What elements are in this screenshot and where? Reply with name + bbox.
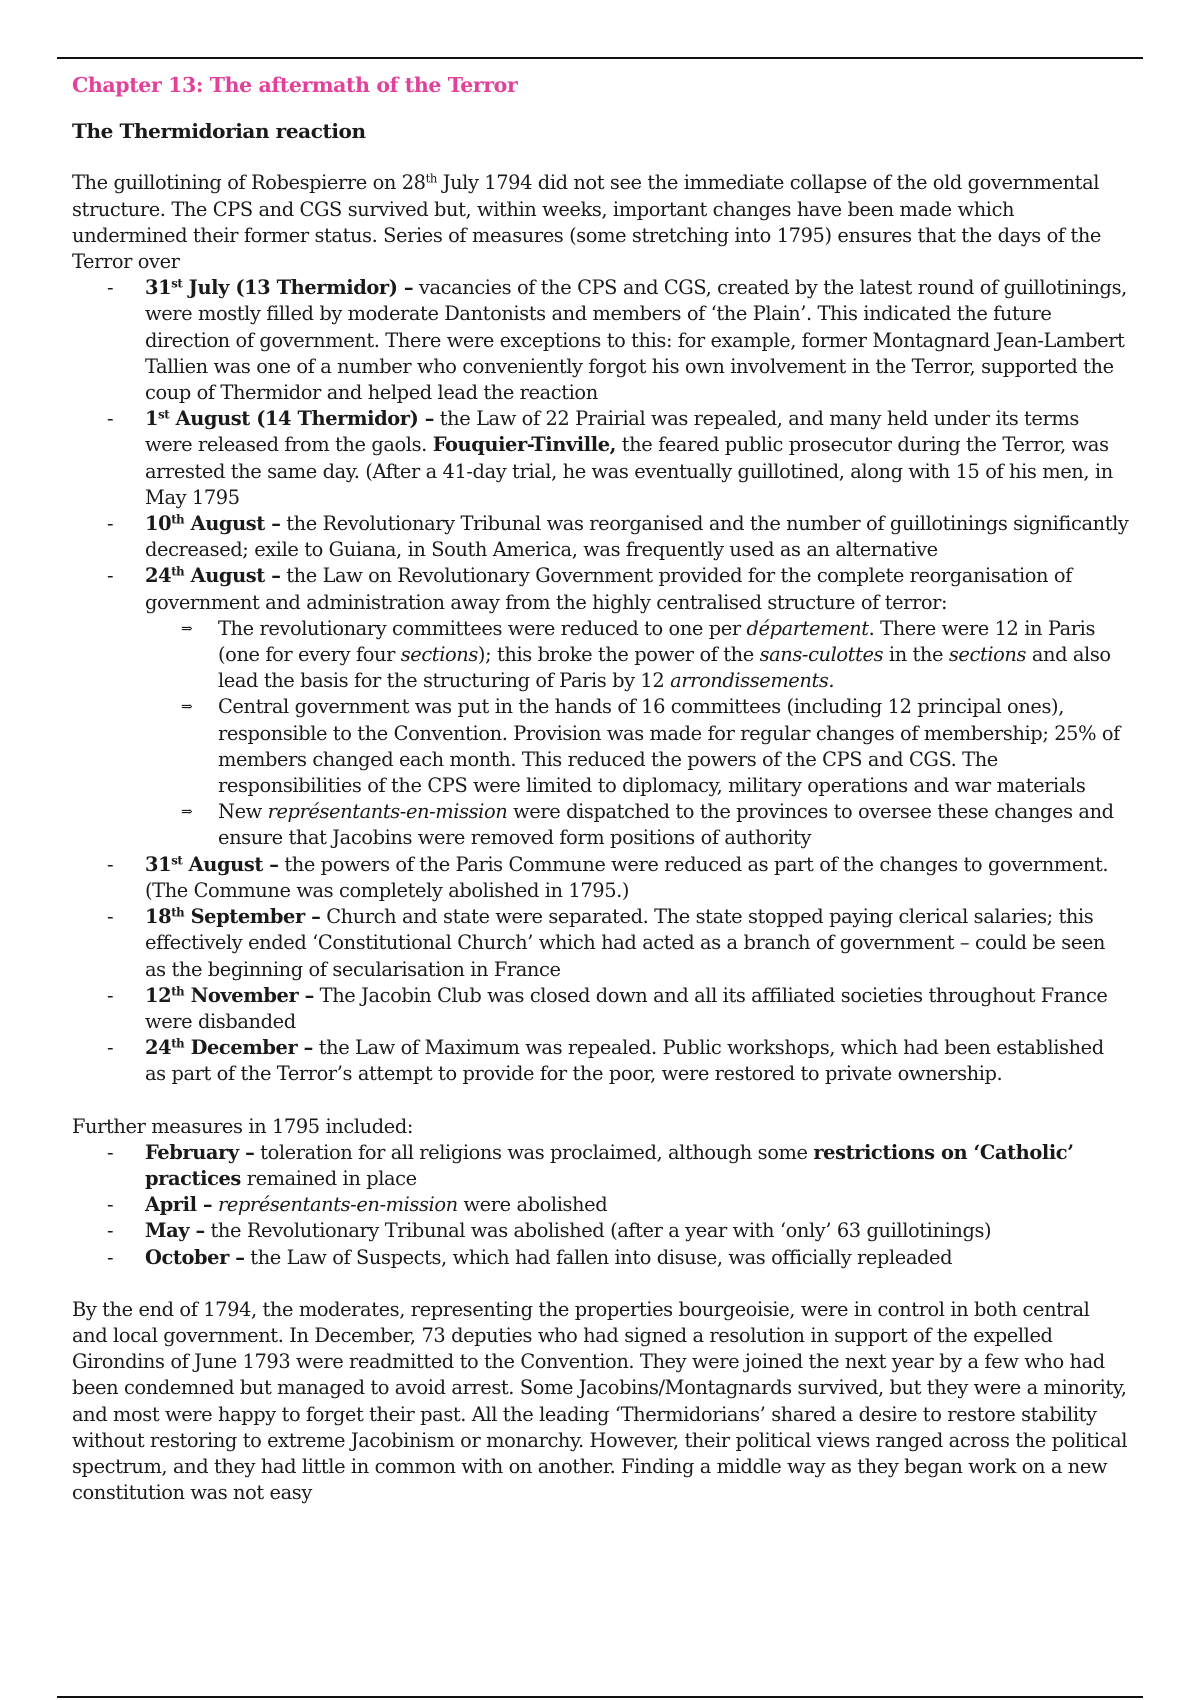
- list-item: - 24th August – the Law on Revolutionary Government provided for the complete reorganisation of government and administration away from the highly centralised structure of terror: ⇒ The revolutionary committees were reduced to one per département. There were 12 in Paris (one for every four sections); this broke the power of the sans-culottes in the sections and also lead the basis for the structuring of Paris by 12 arrondissements. ⇒ Central government was put in the hands of 16 committees (including 12 principal ones), responsible to the Convention. Provision was made for regular changes of membership; 25% of members changed each month. This reduced the powers of the CPS and CGS. The responsibilities of the CPS were limited to diplomacy, military operations and war materials ⇒ New représentants-en-mission were dispatched to the provinces to oversee these changes and ensure that Jacobins were removed form positions of authority: [72, 563, 1130, 851]
- reorganisation-sublist: [145, 616, 1130, 852]
- intro-paragraph: The guillotining of Robespierre on 28th July 1794 did not see the immediate collapse of the old governmental structure. The CPS and CGS survived but, within weeks, important changes have been made which undermined their former status. Series of measures (some stretching into 1795) ensures that the days of the Terror over: [72, 171, 1101, 274]
- list-item: - 1st August (14 Thermidor) – the Law of 22 Prairial was repealed, and many held under its terms were released from the gaols. Fouquier-Tinville, the feared public prosecutor during the Terror, was arrested the same day. (After a 41-day trial, he was eventually guillotined, along with 15 of his men, in May 1795: [72, 406, 1130, 511]
- chapter-title: Chapter 13: The aftermath of the Terror: [72, 73, 518, 97]
- events-1795-list: [72, 1140, 1130, 1271]
- arrow-icon: ⇒: [181, 699, 193, 716]
- list-item: - October – the Law of Suspects, which had fallen into disuse, was officially repleaded: [72, 1245, 1130, 1271]
- list-item: - 31st July (13 Thermidor) – vacancies of the CPS and CGS, created by the latest round of guillotinings, were mostly filled by moderate Dantonists and members of ‘the Plain’. This indicated the future direction of government. There were exceptions to this: for example, former Montagnard Jean-Lambert Tallien was one of a number who conveniently forgot his own involvement in the Terror, supported the coup of Thermidor and helped lead the reaction: [72, 275, 1130, 406]
- bottom-rule: [57, 1696, 1143, 1698]
- further-measures-intro: Further measures in 1795 included:: [72, 1114, 413, 1138]
- list-item: - 18th September – Church and state were separated. The state stopped paying clerical salaries; this effectively ended ‘Constitutional Church’ which had acted as a branch of government – could be seen as the beginning of secularisation in France: [72, 904, 1130, 983]
- events-1794-list: [72, 275, 1130, 1087]
- conclusion-paragraph: By the end of 1794, the moderates, representing the properties bourgeoisie, were in control in both central and local government. In December, 73 deputies who had signed a resolution in support of the expelled Girondins of June 1793 were readmitted to the Convention. They were joined the next year by a few who had been condemned but managed to avoid arrest. Some Jacobins/Montagnards survived, but they were a minority, and most were happy to forget their past. All the leading ‘Thermidorians’ shared a desire to restore stability without restoring to extreme Jacobinism or monarchy. However, their political views ranged across the political spectrum, and they had little in common with on another. Finding a middle way as they began work on a new constitution was not easy: [72, 1297, 1128, 1505]
- list-item: - May – the Revolutionary Tribunal was abolished (after a year with ‘only’ 63 guillotinings): [72, 1218, 1130, 1244]
- sub-list-item: ⇒ The revolutionary committees were reduced to one per département. There were 12 in Paris (one for every four sections); this broke the power of the sans-culottes in the sections and also lead the basis for the structuring of Paris by 12 arrondissements.: [181, 616, 1111, 693]
- sub-list-item: ⇒ Central government was put in the hands of 16 committees (including 12 principal ones), responsible to the Convention. Provision was made for regular changes of membership; 25% of members changed each month. This reduced the powers of the CPS and CGS. The responsibilities of the CPS were limited to diplomacy, military operations and war materials: [181, 695, 1120, 798]
- section-heading: The Thermidorian reaction: [72, 119, 366, 144]
- arrow-icon: ⇒: [181, 620, 193, 637]
- list-item: - 31st August – the powers of the Paris Commune were reduced as part of the changes to government. (The Commune was completely abolished in 1795.): [72, 852, 1130, 904]
- list-item: - April – représentants-en-mission were abolished: [72, 1192, 1130, 1218]
- top-rule: [57, 57, 1143, 59]
- arrow-icon: ⇒: [181, 804, 193, 821]
- list-item: - 10th August – the Revolutionary Tribunal was reorganised and the number of guillotinings significantly decreased; exile to Guiana, in South America, was frequently used as an alternative: [72, 511, 1130, 563]
- sub-list-item: ⇒ New représentants-en-mission were dispatched to the provinces to oversee these changes and ensure that Jacobins were removed form positions of authority: [181, 800, 1114, 850]
- list-item: - 24th December – the Law of Maximum was repealed. Public workshops, which had been established as part of the Terror’s attempt to provide for the poor, were restored to private ownership.: [72, 1035, 1130, 1087]
- document-body: [72, 72, 1130, 1506]
- list-item: - 12th November – The Jacobin Club was closed down and all its affiliated societies throughout France were disbanded: [72, 983, 1130, 1035]
- list-item: - February – toleration for all religions was proclaimed, although some restrictions on ‘Catholic’ practices remained in place: [72, 1140, 1130, 1192]
